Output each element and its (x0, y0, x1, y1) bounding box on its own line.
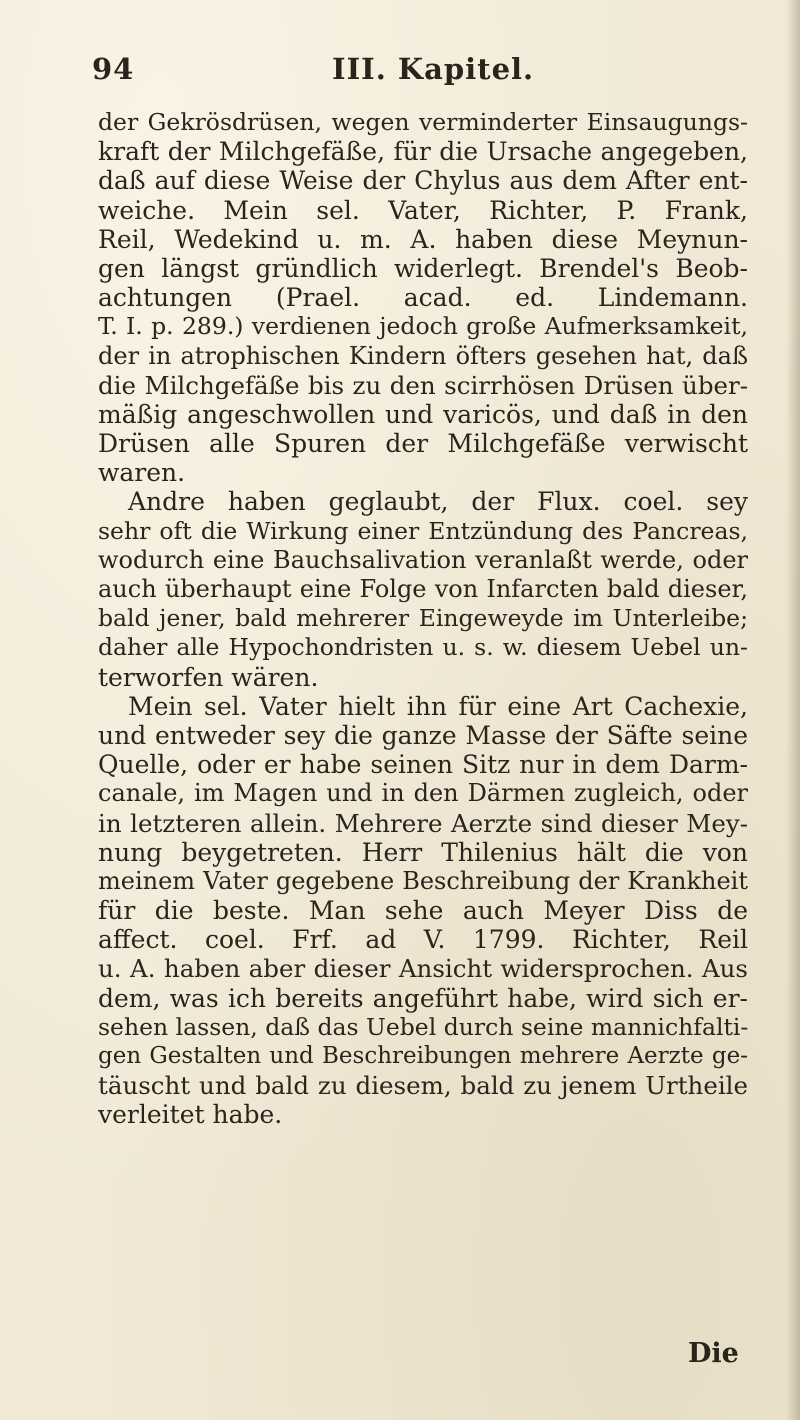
text-line: bald jener, bald mehrerer Eingeweyde im Unterleibe; (98, 604, 748, 633)
text-line: für die beste. Man sehe auch Meyer Diss de (98, 896, 748, 926)
text-line: Andre haben geglaubt, der Flux. coel. sey (128, 487, 748, 517)
text-line: wodurch eine Bauchsalivation veranlaßt werde, oder (98, 545, 748, 574)
page-number: 94 (92, 52, 135, 86)
text-line: nung beygetreten. Herr Thilenius hält die von (98, 837, 748, 867)
text-line: affect. coel. Frf. ad V. 1799. Richter, Reil (98, 925, 748, 955)
text-line: und entweder sey die ganze Masse der Säfte seine (98, 720, 748, 750)
text-line: Quelle, oder er habe seinen Sitz nur in dem Darm- (98, 750, 748, 780)
text-line: sehr oft die Wirkung einer Entzündung des Pancreas, (98, 516, 748, 545)
text-line: sehen lassen, daß das Uebel durch seine mannichfalti- (98, 1012, 748, 1041)
text-line: dem, was ich bereits angeführt habe, wird sich er- (98, 983, 748, 1013)
catchword: Die (688, 1338, 739, 1369)
text-line: Reil, Wedekind u. m. A. haben diese Meynun- (98, 224, 748, 254)
text-line: waren. (98, 458, 186, 488)
page-header (92, 52, 732, 98)
text-line: Mein sel. Vater hielt ihn für eine Art Cachexie, (128, 691, 748, 721)
text-line: auch überhaupt eine Folge von Infarcten bald dieser, (98, 575, 748, 603)
body-text (98, 108, 748, 1130)
text-line: der Gekrösdrüsen, wegen verminderter Einsaugungs- (98, 108, 748, 136)
text-line: daher alle Hypochondristen u. s. w. diesem Uebel un- (98, 633, 748, 662)
text-line: in letzteren allein. Mehrere Aerzte sind dieser Mey- (98, 808, 748, 838)
running-head: III. Kapitel. (332, 52, 535, 86)
text-line: mäßig angeschwollen und varicös, und daß in den (98, 399, 748, 429)
text-line: kraft der Milchgefäße, für die Ursache angegeben, (98, 137, 748, 167)
text-line: gen Gestalten und Beschreibungen mehrere Aerzte ge- (98, 1043, 748, 1069)
text-line: meinem Vater gegebene Beschreibung der Krankheit (98, 866, 748, 895)
text-line: verleitet habe. (98, 1100, 283, 1130)
text-line: Drüsen alle Spuren der Milchgefäße verwischt (98, 429, 748, 459)
text-line: canale, im Magen und in den Därmen zugleich, oder (98, 779, 748, 808)
page-edge-shadow (786, 0, 800, 1420)
text-line: T. I. p. 289.) verdienen jedoch große Aufmerksamkeit, (98, 312, 748, 341)
text-line: weiche. Mein sel. Vater, Richter, P. Frank, (98, 195, 748, 225)
text-line: daß auf diese Weise der Chylus aus dem After ent- (98, 166, 748, 196)
text-line: achtungen (Prael. acad. ed. Lindemann. (98, 283, 748, 313)
text-line: täuscht und bald zu diesem, bald zu jenem Urtheile (98, 1071, 748, 1101)
text-line: die Milchgefäße bis zu den scirrhösen Drüsen über- (98, 370, 748, 400)
text-line: gen längst gründlich widerlegt. Brendel's Beob- (98, 253, 748, 283)
text-line: der in atrophischen Kindern öfters gesehen hat, daß (98, 341, 748, 370)
text-line: terworfen wären. (98, 662, 319, 692)
text-line: u. A. haben aber dieser Ansicht widersprochen. Aus (98, 954, 748, 984)
